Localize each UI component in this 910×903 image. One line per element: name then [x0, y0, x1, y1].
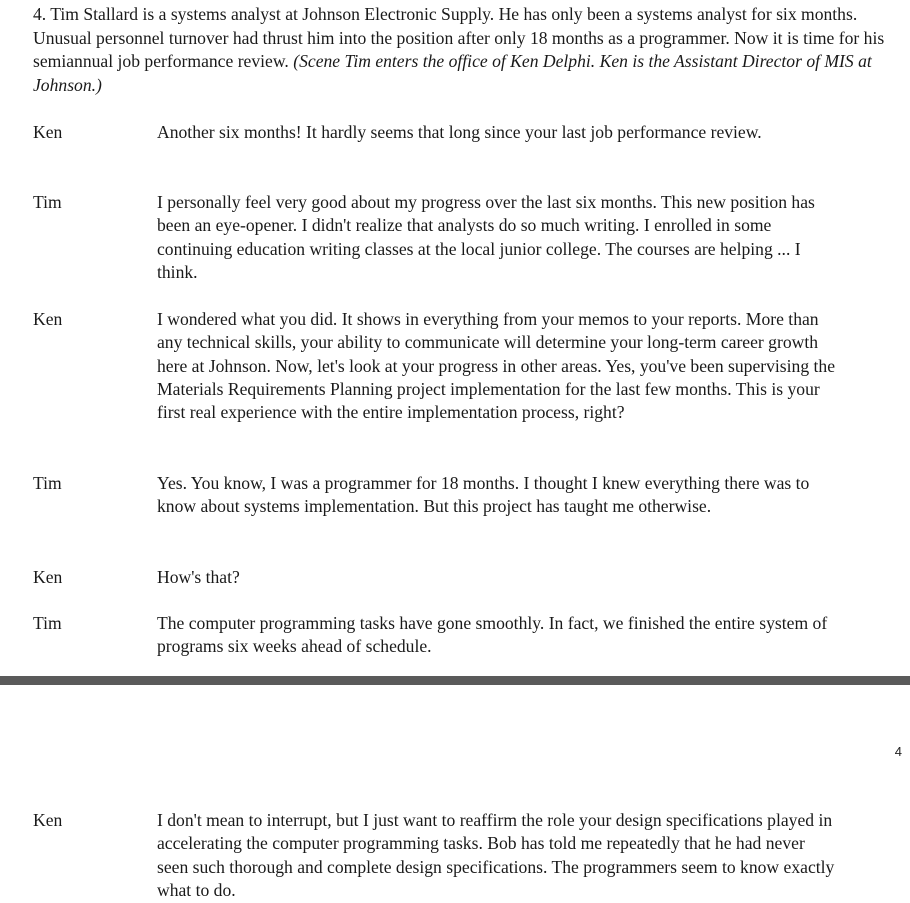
speech-text: I wondered what you did. It shows in everything from your memos to your reports. More than any technical skills, your ability to communicate will determine your long-term career growth here at Johnson. Now, let's look at your progress in other areas. Yes, you've been supervising the Materials Requirements Planning project implementation for the last few months. This is your first real experience with the entire implementation process, right? [157, 309, 836, 423]
speech-text: Yes. You know, I was a programmer for 18 months. I thought I knew everything there was to know about systems implementation. But this project has taught me otherwise. [157, 473, 810, 517]
speech-text: I personally feel very good about my progress over the last six months. This new position has been an eye-opener. I didn't realize that analysts do so much writing. I enrolled in some continuing education writing classes at the local junior college. The courses are helping ... I think. [157, 192, 815, 282]
speaker-name: Ken [33, 567, 63, 587]
speaker-name: Tim [33, 613, 62, 633]
speaker-name: Ken [33, 810, 63, 830]
speech-text: How's that? [157, 567, 240, 587]
intro-text: 4. Tim Stallard is a systems analyst at Johnson Electronic Supply. He has only been a systems analyst for six months. Unusual personnel turnover had thrust him into the position after only 18 months as a programmer. Now it is time for his semiannual job performance review. [33, 4, 885, 71]
intro-paragraph [33, 3, 903, 97]
speaker-name: Tim [33, 473, 62, 493]
page-number: 4 [894, 744, 902, 759]
speaker-name: Tim [33, 192, 62, 212]
speaker-name: Ken [33, 122, 63, 142]
speech-text: Another six months! It hardly seems that long since your last job performance review. [157, 122, 762, 142]
speaker-name: Ken [33, 309, 63, 329]
speech-text: I don't mean to interrupt, but I just want to reaffirm the role your design specifications played in accelerating the computer programming tasks. Bob has told me repeatedly that he had never seen such thorough and complete design specifications. The programmers seem to know exactly what to do. [157, 810, 835, 900]
stage-direction: (Scene Tim enters the office of Ken Delphi. Ken is the Assistant Director of MIS at Johnson.) [33, 51, 872, 95]
page-break-divider [0, 676, 910, 685]
speech-text: The computer programming tasks have gone smoothly. In fact, we finished the entire system of programs six weeks ahead of schedule. [157, 613, 828, 657]
